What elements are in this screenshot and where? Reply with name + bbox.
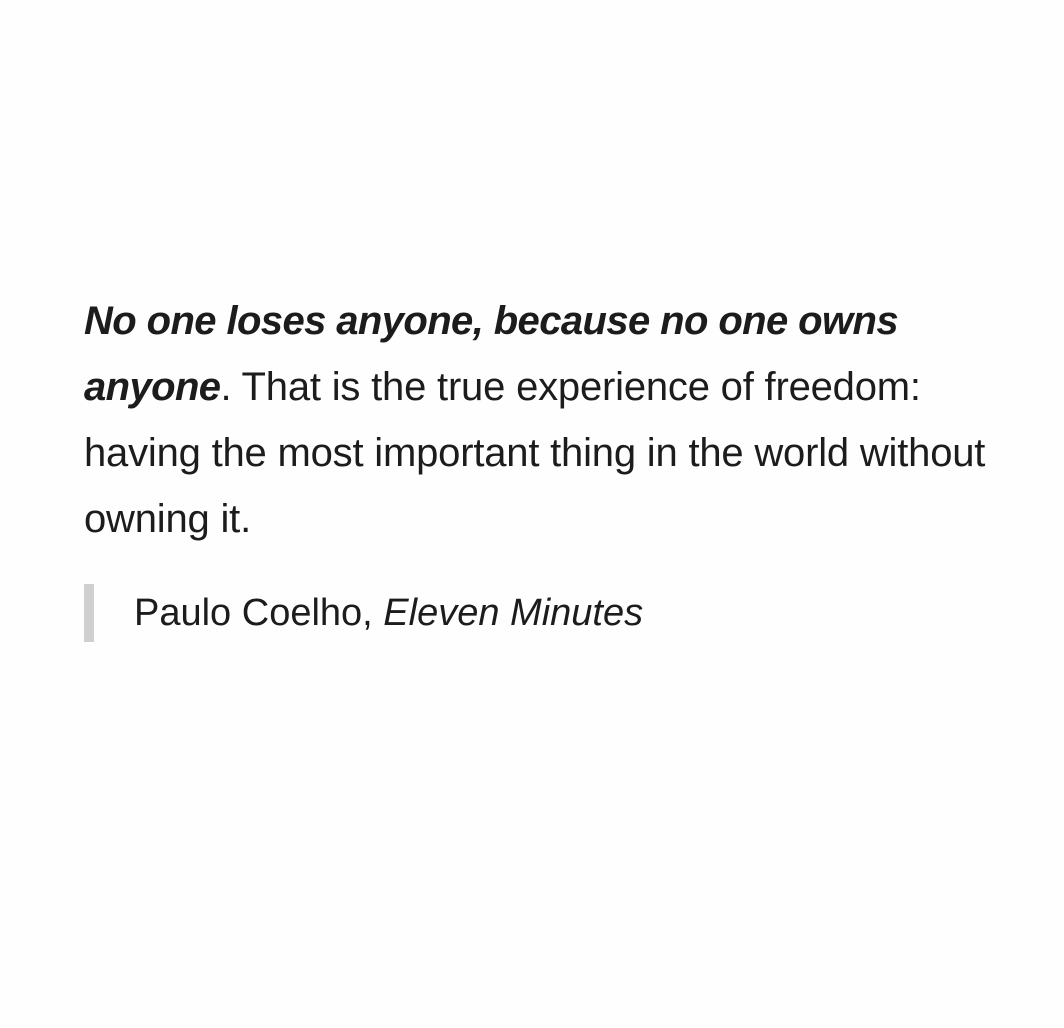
quote-author: Paulo Coelho bbox=[134, 592, 363, 634]
attribution-separator: , bbox=[362, 592, 384, 634]
quote-emphasis: No one loses anyone, because no one owns anyone bbox=[84, 299, 898, 409]
quote-attribution bbox=[84, 584, 1014, 642]
attribution-text bbox=[134, 584, 643, 642]
quote-card bbox=[84, 288, 1014, 642]
attribution-bar bbox=[84, 584, 94, 642]
quote-text bbox=[84, 288, 1014, 552]
quote-source-work: Eleven Minutes bbox=[383, 592, 644, 634]
quote-body: . That is the true experience of freedom: having the most important thing in the world without owning it. bbox=[84, 365, 986, 541]
